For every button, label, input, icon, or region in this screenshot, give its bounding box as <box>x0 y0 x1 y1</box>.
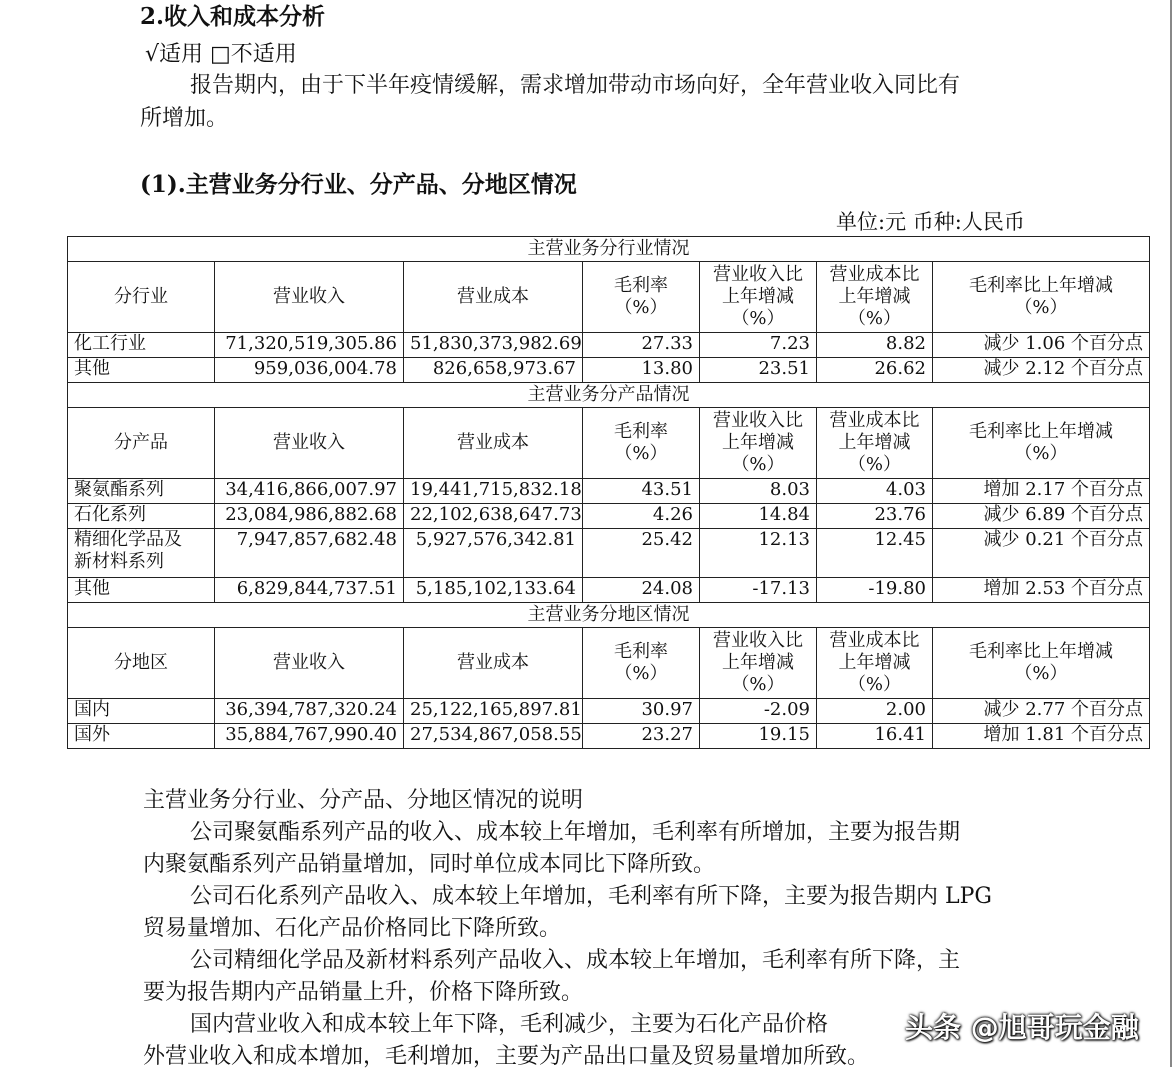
table-row <box>68 578 1150 603</box>
cell-cost: 5,927,576,342.81 <box>404 529 583 578</box>
cell-revenue: 7,947,857,682.48 <box>215 529 404 578</box>
explanation-line: 贸易量增加、石化产品价格同比下降所致。 <box>143 916 562 941</box>
explanation-line: 公司聚氨酯系列产品的收入、成本较上年增加，毛利率有所增加，主要为报告期 <box>190 820 961 845</box>
cell-margin: 4.26 <box>583 504 700 529</box>
column-header: 分地区 <box>68 628 215 699</box>
cell-cost-change: -19.80 <box>817 578 933 603</box>
column-header: 营业收入 <box>215 628 404 699</box>
row-name: 化工行业 <box>68 333 215 358</box>
cell-cost-change: 8.82 <box>817 333 933 358</box>
explanation-line: 国内营业收入和成本较上年下降，毛利减少，主要为石化产品价格 <box>190 1012 829 1037</box>
table-row <box>68 479 1150 504</box>
cell-margin: 13.80 <box>583 358 700 383</box>
section-title: 主营业务分产品情况 <box>68 383 1150 408</box>
cell-rev-change: 19.15 <box>700 724 817 749</box>
row-name: 精细化学品及 新材料系列 <box>68 529 215 578</box>
table-row <box>68 358 1150 383</box>
table-row <box>68 333 1150 358</box>
cell-rev-change: 7.23 <box>700 333 817 358</box>
column-header: 营业成本 <box>404 262 583 333</box>
cell-cost: 5,185,102,133.64 <box>404 578 583 603</box>
cell-cost-change: 4.03 <box>817 479 933 504</box>
cell-cost: 22,102,638,647.73 <box>404 504 583 529</box>
explanation-line: 公司石化系列产品收入、成本较上年增加，毛利率有所下降，主要为报告期内 LPG <box>190 884 992 909</box>
row-name: 聚氨酯系列 <box>68 479 215 504</box>
column-header: 营业收入比 上年增减 （%） <box>700 262 817 333</box>
intro-line-2: 所增加。 <box>140 106 229 131</box>
cell-margin-change: 减少 2.77 个百分点 <box>933 699 1150 724</box>
cell-rev-change: 23.51 <box>700 358 817 383</box>
unit-currency: 单位:元 币种:人民币 <box>836 210 1025 234</box>
column-header: 毛利率比上年增减 （%） <box>933 262 1150 333</box>
main-business-table <box>67 236 1150 749</box>
table-row <box>68 699 1150 724</box>
cell-margin-change: 减少 6.89 个百分点 <box>933 504 1150 529</box>
cell-cost: 27,534,867,058.55 <box>404 724 583 749</box>
cell-revenue: 35,884,767,990.40 <box>215 724 404 749</box>
cell-cost: 25,122,165,897.81 <box>404 699 583 724</box>
column-header: 毛利率 （%） <box>583 408 700 479</box>
column-header: 营业成本比 上年增减 （%） <box>817 408 933 479</box>
cell-cost-change: 16.41 <box>817 724 933 749</box>
cell-margin-change: 减少 1.06 个百分点 <box>933 333 1150 358</box>
cell-cost: 19,441,715,832.18 <box>404 479 583 504</box>
table-row <box>68 724 1150 749</box>
cell-revenue: 959,036,004.78 <box>215 358 404 383</box>
column-header: 营业收入比 上年增减 （%） <box>700 628 817 699</box>
column-header: 营业成本 <box>404 628 583 699</box>
applicable-options: √适用 □不适用 <box>145 42 297 67</box>
cell-margin: 23.27 <box>583 724 700 749</box>
subsection-heading: (1).主营业务分行业、分产品、分地区情况 <box>140 171 577 198</box>
cell-margin: 27.33 <box>583 333 700 358</box>
page-edge-line <box>1170 0 1172 1067</box>
row-name: 国外 <box>68 724 215 749</box>
section-title-row <box>68 383 1150 408</box>
cell-revenue: 71,320,519,305.86 <box>215 333 404 358</box>
column-header: 毛利率比上年增减 （%） <box>933 628 1150 699</box>
watermark: 头条 @旭哥玩金融 <box>905 1011 1139 1044</box>
explanation-title: 主营业务分行业、分产品、分地区情况的说明 <box>143 788 584 813</box>
cell-margin: 24.08 <box>583 578 700 603</box>
section-title-row <box>68 603 1150 628</box>
cell-margin-change: 增加 1.81 个百分点 <box>933 724 1150 749</box>
column-header: 营业收入 <box>215 262 404 333</box>
row-name: 石化系列 <box>68 504 215 529</box>
cell-cost-change: 2.00 <box>817 699 933 724</box>
cell-rev-change: 8.03 <box>700 479 817 504</box>
column-header: 营业收入比 上年增减 （%） <box>700 408 817 479</box>
cell-margin-change: 减少 0.21 个百分点 <box>933 529 1150 578</box>
cell-margin-change: 减少 2.12 个百分点 <box>933 358 1150 383</box>
column-header: 分行业 <box>68 262 215 333</box>
table-row <box>68 504 1150 529</box>
cell-margin-change: 增加 2.53 个百分点 <box>933 578 1150 603</box>
column-header: 分产品 <box>68 408 215 479</box>
row-name: 其他 <box>68 578 215 603</box>
column-header: 毛利率 （%） <box>583 262 700 333</box>
cell-cost-change: 12.45 <box>817 529 933 578</box>
cell-cost-change: 26.62 <box>817 358 933 383</box>
cell-rev-change: -2.09 <box>700 699 817 724</box>
section-title: 主营业务分行业情况 <box>68 237 1150 262</box>
column-header: 毛利率比上年增减 （%） <box>933 408 1150 479</box>
column-header: 营业收入 <box>215 408 404 479</box>
cell-margin: 30.97 <box>583 699 700 724</box>
section-heading: 2.收入和成本分析 <box>140 3 326 30</box>
cell-rev-change: 14.84 <box>700 504 817 529</box>
column-header: 毛利率 （%） <box>583 628 700 699</box>
cell-cost-change: 23.76 <box>817 504 933 529</box>
column-header-row <box>68 408 1150 479</box>
intro-line-1: 报告期内，由于下半年疫情缓解，需求增加带动市场向好，全年营业收入同比有 <box>190 73 961 98</box>
section-title-row <box>68 237 1150 262</box>
cell-margin: 25.42 <box>583 529 700 578</box>
cell-revenue: 23,084,986,882.68 <box>215 504 404 529</box>
cell-rev-change: 12.13 <box>700 529 817 578</box>
explanation-line: 要为报告期内产品销量上升，价格下降所致。 <box>143 980 584 1005</box>
cell-cost: 51,830,373,982.69 <box>404 333 583 358</box>
cell-revenue: 34,416,866,007.97 <box>215 479 404 504</box>
cell-revenue: 6,829,844,737.51 <box>215 578 404 603</box>
column-header: 营业成本 <box>404 408 583 479</box>
cell-cost: 826,658,973.67 <box>404 358 583 383</box>
column-header: 营业成本比 上年增减 （%） <box>817 262 933 333</box>
table-row <box>68 529 1150 578</box>
column-header-row <box>68 628 1150 699</box>
column-header-row <box>68 262 1150 333</box>
cell-rev-change: -17.13 <box>700 578 817 603</box>
row-name: 其他 <box>68 358 215 383</box>
explanation-line: 内聚氨酯系列产品销量增加，同时单位成本同比下降所致。 <box>143 852 716 877</box>
cell-margin: 43.51 <box>583 479 700 504</box>
cell-margin-change: 增加 2.17 个百分点 <box>933 479 1150 504</box>
explanation-line: 公司精细化学品及新材料系列产品收入、成本较上年增加，毛利率有所下降，主 <box>190 948 961 973</box>
section-title: 主营业务分地区情况 <box>68 603 1150 628</box>
cell-revenue: 36,394,787,320.24 <box>215 699 404 724</box>
column-header: 营业成本比 上年增减 （%） <box>817 628 933 699</box>
row-name: 国内 <box>68 699 215 724</box>
explanation-line: 外营业收入和成本增加，毛利增加，主要为产品出口量及贸易量增加所致。 <box>143 1044 870 1069</box>
